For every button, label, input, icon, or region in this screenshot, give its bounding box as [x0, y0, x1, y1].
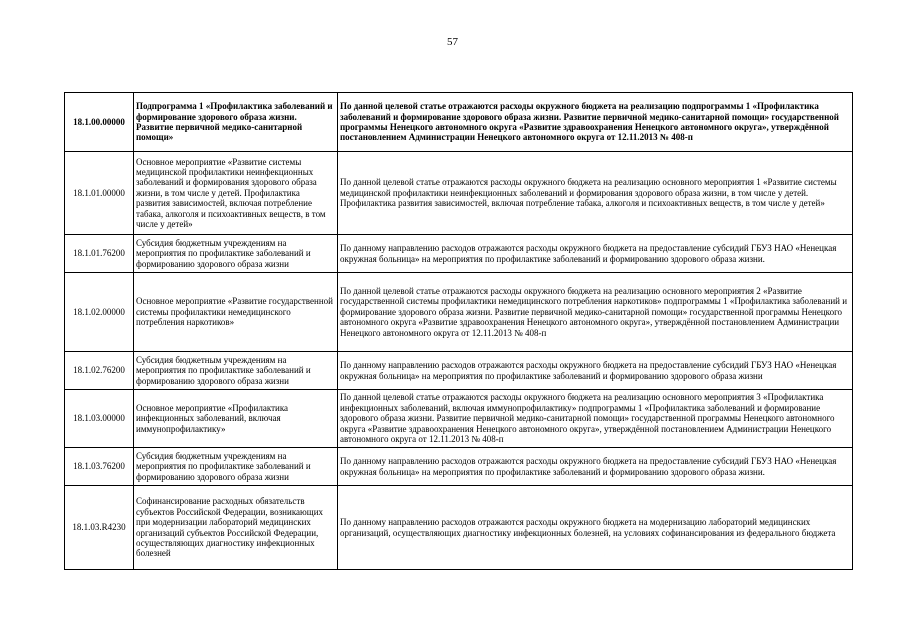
target-article-name: Субсидия бюджетным учреждениям на мероприятия по профилактике заболеваний и формированию здорового образа жизни	[134, 235, 338, 273]
table-row	[65, 273, 853, 352]
table-row	[65, 93, 853, 152]
target-article-description: По данному направлению расходов отражаются расходы окружного бюджета на предоставление субсидий ГБУЗ НАО «Ненецкая окружная больница» на мероприятия по профилактике заболеваний и формированию здорового образа жизни.	[338, 448, 853, 486]
table-row	[65, 235, 853, 273]
target-article-description: По данному направлению расходов отражаются расходы окружного бюджета на модернизацию лабораторий медицинских организаций, осуществляющих диагностику инфекционных болезней, на условиях софинансирования из федерального бюджета	[338, 486, 853, 570]
target-article-code: 18.1.02.00000	[65, 273, 134, 352]
target-article-description: По данному направлению расходов отражаются расходы окружного бюджета на предоставление субсидий ГБУЗ НАО «Ненецкая окружная больница» на мероприятия по профилактике заболеваний и формированию здорового образа жизни	[338, 352, 853, 390]
target-article-name: Субсидия бюджетным учреждениям на мероприятия по профилактике заболеваний и формированию здорового образа жизни	[134, 448, 338, 486]
target-article-name: Софинансирование расходных обязательств субъектов Российской Федерации, возникающих при модернизации лабораторий медицинских организаций субъектов Российской Федерации, осуществляющих диагностику инфекционных болезней	[134, 486, 338, 570]
target-article-name: Субсидия бюджетным учреждениям на мероприятия по профилактике заболеваний и формированию здорового образа жизни	[134, 352, 338, 390]
table-row	[65, 448, 853, 486]
target-article-code: 18.1.02.76200	[65, 352, 134, 390]
table-row	[65, 486, 853, 570]
table-row	[65, 352, 853, 390]
target-article-description: По данной целевой статье отражаются расходы окружного бюджета на реализацию основного мероприятия 3 «Профилактика инфекционных заболеваний, включая иммунопрофилактику» подпрограммы 1 «Профилактика заболеваний и формирование здорового образа жизни. Развитие первичной медико-санитарной помощи» государственной программы Ненецкого автономного округа «Развитие здравоохранения Ненецкого автономного округа», утверждённой постановлением Администрации Ненецкого автономного округа от 12.11.2013 № 408-п	[338, 390, 853, 448]
target-article-description: По данной целевой статье отражаются расходы окружного бюджета на реализацию основного мероприятия 2 «Развитие государственной системы профилактики немедицинского потребления наркотиков» подпрограммы 1 «Профилактика заболеваний и формирование здорового образа жизни. Развитие первичной медико-санитарной помощи» государственной программы Ненецкого автономного округа «Развитие здравоохранения Ненецкого автономного округа», утверждённой постановлением Администрации Ненецкого автономного округа от 12.11.2013 № 408-п	[338, 273, 853, 352]
target-article-code: 18.1.03.00000	[65, 390, 134, 448]
target-article-code: 18.1.01.76200	[65, 235, 134, 273]
table-row	[65, 390, 853, 448]
target-article-name: Подпрограмма 1 «Профилактика заболеваний и формирование здорового образа жизни. Развитие первичной медико-санитарной помощи»	[134, 93, 338, 152]
budget-classification-table	[64, 92, 853, 570]
target-article-description: По данной целевой статье отражаются расходы окружного бюджета на реализацию основного мероприятия 1 «Развитие системы медицинской профилактики неинфекционных заболеваний и формирования здорового образа жизни, в том числе у детей. Профилактика развития зависимостей, включая потребление табака, алкоголя и психоактивных веществ, в том числе у детей»	[338, 152, 853, 235]
target-article-code: 18.1.00.00000	[65, 93, 134, 152]
table-row	[65, 152, 853, 235]
target-article-description: По данной целевой статье отражаются расходы окружного бюджета на реализацию подпрограммы 1 «Профилактика заболеваний и формирование здорового образа жизни. Развитие первичной медико-санитарной помощи» государственной программы Ненецкого автономного округа «Развитие здравоохранения Ненецкого автономного округа», утверждённой постановлением Администрации Ненецкого автономного округа от 12.11.2013 № 408-п	[338, 93, 853, 152]
target-article-name: Основное мероприятие «Профилактика инфекционных заболеваний, включая иммунопрофилактику»	[134, 390, 338, 448]
target-article-name: Основное мероприятие «Развитие системы медицинской профилактики неинфекционных заболеваний и формирования здорового образа жизни, в том числе у детей. Профилактика развития зависимостей, включая потребление табака, алкоголя и психоактивных веществ, в том числе у детей»	[134, 152, 338, 235]
target-article-name: Основное мероприятие «Развитие государственной системы профилактики немедицинского потребления наркотиков»	[134, 273, 338, 352]
target-article-code: 18.1.03.76200	[65, 448, 134, 486]
target-article-description: По данному направлению расходов отражаются расходы окружного бюджета на предоставление субсидий ГБУЗ НАО «Ненецкая окружная больница» на мероприятия по профилактике заболеваний и формированию здорового образа жизни.	[338, 235, 853, 273]
target-article-code: 18.1.03.R4230	[65, 486, 134, 570]
page-number: 57	[447, 36, 458, 48]
target-article-code: 18.1.01.00000	[65, 152, 134, 235]
